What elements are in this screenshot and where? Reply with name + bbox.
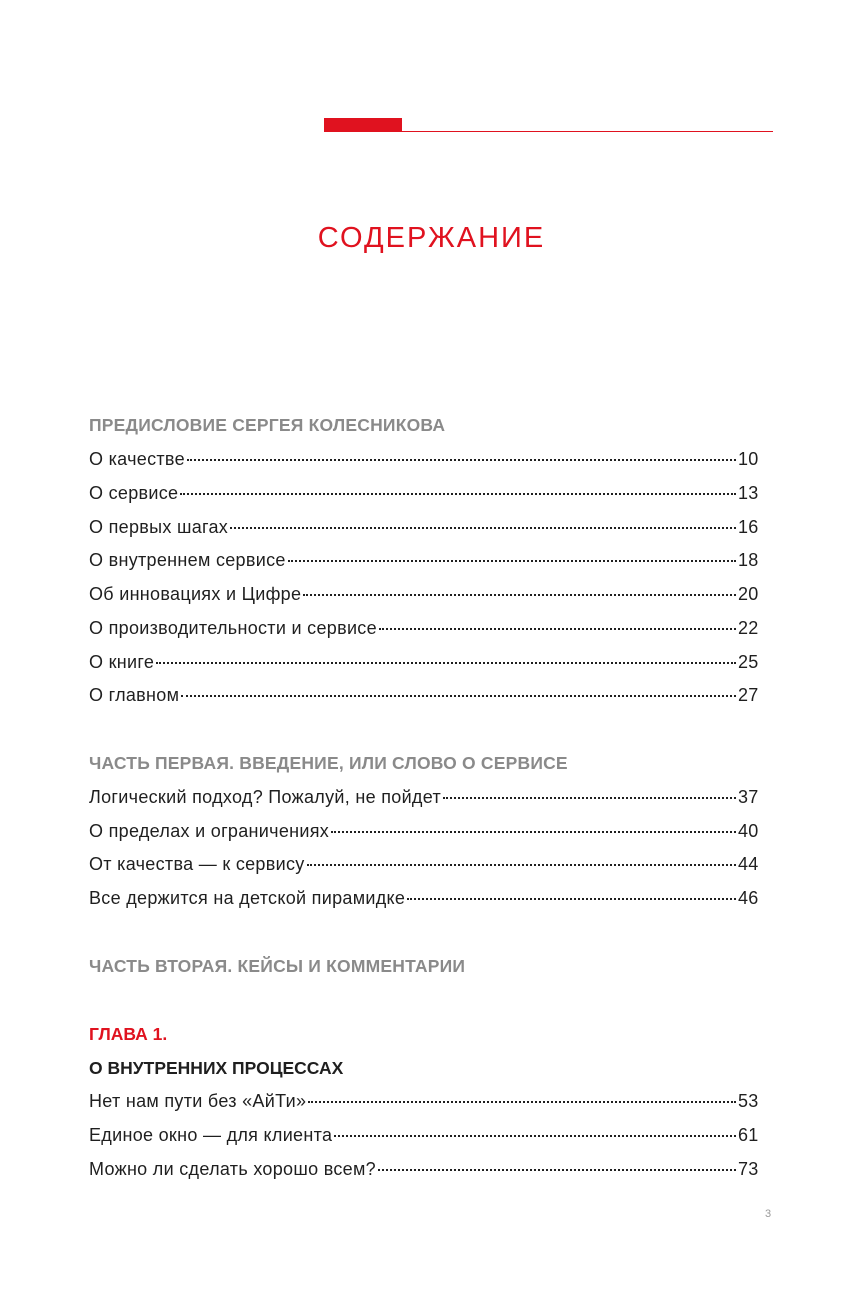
toc-entry-label: Об инновациях и Цифре [89, 584, 302, 604]
toc-entry-label: О первых шагах [89, 517, 229, 537]
dot-leader [331, 831, 736, 833]
toc-entry[interactable] [89, 449, 762, 470]
toc-entry-page: 10 [738, 449, 759, 469]
toc-entry[interactable] [89, 1125, 762, 1146]
toc-entry-page: 18 [738, 550, 759, 570]
toc-entry-page: 16 [738, 517, 759, 537]
toc-entry-label: О главном [89, 685, 180, 705]
dot-leader [307, 864, 736, 866]
dot-leader [303, 594, 736, 596]
toc-entry-page: 13 [738, 483, 759, 503]
toc-entry-label: Все держится на детской пирамидке [89, 888, 406, 908]
dot-leader [156, 662, 736, 664]
dot-leader [181, 695, 736, 697]
toc-entry[interactable] [89, 483, 762, 504]
toc-entry[interactable] [89, 652, 762, 673]
toc-entry-label: О пределах и ограничениях [89, 821, 330, 841]
chapter-number: ГЛАВА 1. [89, 1024, 168, 1044]
toc-entry-page: 40 [738, 821, 759, 841]
toc-entry-label: Можно ли сделать хорошо всем? [89, 1159, 376, 1179]
dot-leader [443, 797, 736, 799]
toc-entry[interactable] [89, 584, 762, 605]
toc-entry-label: О внутреннем сервисе [89, 550, 286, 570]
section-heading-part-two: ЧАСТЬ ВТОРАЯ. КЕЙСЫ И КОММЕНТАРИИ [89, 956, 466, 976]
toc-entry-label: От качества — к сервису [89, 854, 305, 874]
toc-entry-page: 20 [738, 584, 759, 604]
toc-entry[interactable] [89, 854, 762, 875]
dot-leader [180, 493, 736, 495]
dot-leader [379, 628, 736, 630]
dot-leader [288, 560, 736, 562]
toc-entry-page: 25 [738, 652, 759, 672]
toc-entry-page: 37 [738, 787, 759, 807]
chapter-title: О ВНУТРЕННИХ ПРОЦЕССАХ [89, 1058, 344, 1078]
toc-entry[interactable] [89, 550, 762, 571]
toc-entry[interactable] [89, 787, 762, 808]
page-number: 3 [765, 1208, 772, 1220]
toc-entry[interactable] [89, 1159, 762, 1180]
toc-entry[interactable] [89, 618, 762, 639]
toc-entry[interactable] [89, 888, 762, 909]
toc-entry-page: 53 [738, 1091, 759, 1111]
toc-entry-page: 73 [738, 1159, 759, 1179]
toc-entry-page: 46 [738, 888, 759, 908]
toc-entry[interactable] [89, 1091, 762, 1112]
toc-entry-label: О книге [89, 652, 155, 672]
toc-entry-label: О качестве [89, 449, 185, 469]
decorative-rule-thick [324, 118, 402, 132]
dot-leader [334, 1135, 736, 1137]
decorative-rule-thin [324, 131, 773, 132]
dot-leader [187, 459, 736, 461]
toc-entry-label: Единое окно — для клиента [89, 1125, 333, 1145]
toc-entry-label: О сервисе [89, 483, 179, 503]
dot-leader [407, 898, 736, 900]
toc-entry[interactable] [89, 517, 762, 538]
toc-entry-page: 27 [738, 685, 759, 705]
toc-entry-page: 44 [738, 854, 759, 874]
dot-leader [308, 1101, 736, 1103]
toc-entry-page: 22 [738, 618, 759, 638]
toc-entry-label: Нет нам пути без «АйТи» [89, 1091, 307, 1111]
toc-entry-label: Логический подход? Пожалуй, не пойдет [89, 787, 441, 807]
toc-entry[interactable] [89, 821, 762, 842]
section-heading-preface: ПРЕДИСЛОВИЕ СЕРГЕЯ КОЛЕСНИКОВА [89, 415, 446, 435]
toc-entry-label: О производительности и сервисе [89, 618, 377, 638]
toc-entry[interactable] [89, 685, 762, 706]
dot-leader [378, 1169, 736, 1171]
dot-leader [230, 527, 736, 529]
toc-entry-page: 61 [738, 1125, 759, 1145]
page-title: СОДЕРЖАНИЕ [317, 222, 546, 254]
section-heading-part-one: ЧАСТЬ ПЕРВАЯ. ВВЕДЕНИЕ, ИЛИ СЛОВО О СЕРВИСЕ [89, 753, 568, 773]
